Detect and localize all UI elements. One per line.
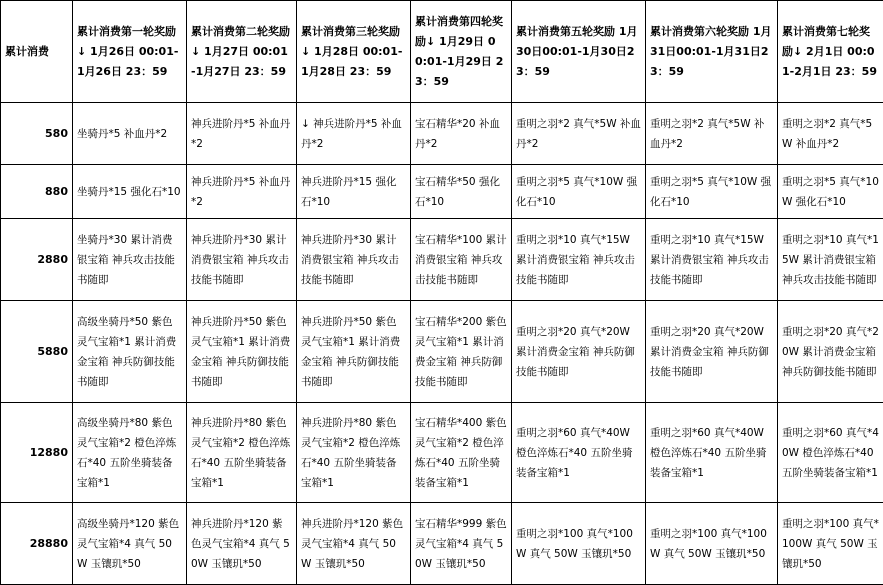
reward-cell: 重明之羽*20 真气*20W 累计消费金宝箱 神兵防御技能书随即	[778, 301, 883, 403]
round-5-header: 累计消费第五轮奖励 1月30日00:01-1月30日23：59	[512, 1, 646, 103]
table-row	[1, 219, 883, 301]
table-row	[1, 503, 883, 585]
reward-cell: 宝石精华*200 紫色灵气宝箱*1 累计消费金宝箱 神兵防御技能书随即	[411, 301, 512, 403]
reward-cell: 神兵进阶丹*30 累计消费银宝箱 神兵攻击技能书随即	[187, 219, 297, 301]
table-row	[1, 103, 883, 165]
table-row	[1, 165, 883, 219]
reward-cell: 神兵进阶丹*80 紫色灵气宝箱*2 橙色淬炼石*40 五阶坐骑装备宝箱*1	[297, 403, 411, 503]
round-7-header: 累计消费第七轮奖励↓ 2月1日 00:01-2月1日 23：59	[778, 1, 883, 103]
reward-cell: 重明之羽*2 真气*5W 补血丹*2	[512, 103, 646, 165]
header-row	[1, 1, 883, 103]
reward-cell: 重明之羽*10 真气*15W 累计消费银宝箱 神兵攻击技能书随即	[646, 219, 778, 301]
amount-cell: 2880	[1, 219, 73, 301]
reward-cell: 宝石精华*999 紫色灵气宝箱*4 真气 50W 玉镶玑*50	[411, 503, 512, 585]
reward-cell: 重明之羽*100 真气*100W 真气 50W 玉镶玑*50	[512, 503, 646, 585]
amount-cell: 5880	[1, 301, 73, 403]
round-3-header: 累计消费第三轮奖励↓ 1月28日 00:01-1月28日 23：59	[297, 1, 411, 103]
amount-cell: 580	[1, 103, 73, 165]
reward-cell: 重明之羽*60 真气*40W 橙色淬炼石*40 五阶坐骑装备宝箱*1	[512, 403, 646, 503]
reward-cell: 重明之羽*10 真气*15W 累计消费银宝箱 神兵攻击技能书随即	[778, 219, 883, 301]
reward-cell: 宝石精华*400 紫色灵气宝箱*2 橙色淬炼石*40 五阶坐骑装备宝箱*1	[411, 403, 512, 503]
corner-header: 累计消费	[1, 1, 73, 103]
round-6-header: 累计消费第六轮奖励 1月31日00:01-1月31日23：59	[646, 1, 778, 103]
round-4-header: 累计消费第四轮奖励↓ 1月29日 00:01-1月29日 23：59	[411, 1, 512, 103]
reward-cell: 重明之羽*20 真气*20W 累计消费金宝箱 神兵防御技能书随即	[512, 301, 646, 403]
amount-cell: 28880	[1, 503, 73, 585]
reward-cell: 坐骑丹*5 补血丹*2	[73, 103, 187, 165]
table-row	[1, 301, 883, 403]
round-2-header: 累计消费第二轮奖励↓ 1月27日 00:01-1月27日 23：59	[187, 1, 297, 103]
reward-cell: 重明之羽*2 真气*5W 补血丹*2	[646, 103, 778, 165]
reward-cell: 宝石精华*20 补血丹*2	[411, 103, 512, 165]
reward-cell: 重明之羽*5 真气*10W 强化石*10	[646, 165, 778, 219]
reward-cell: 重明之羽*20 真气*20W 累计消费金宝箱 神兵防御技能书随即	[646, 301, 778, 403]
reward-cell: 重明之羽*2 真气*5W 补血丹*2	[778, 103, 883, 165]
amount-cell: 880	[1, 165, 73, 219]
reward-cell: 重明之羽*10 真气*15W 累计消费银宝箱 神兵攻击技能书随即	[512, 219, 646, 301]
reward-cell: 高级坐骑丹*50 紫色灵气宝箱*1 累计消费金宝箱 神兵防御技能书随即	[73, 301, 187, 403]
reward-cell: 高级坐骑丹*80 紫色灵气宝箱*2 橙色淬炼石*40 五阶坐骑装备宝箱*1	[73, 403, 187, 503]
reward-cell: 神兵进阶丹*80 紫色灵气宝箱*2 橙色淬炼石*40 五阶坐骑装备宝箱*1	[187, 403, 297, 503]
round-1-header: 累计消费第一轮奖励↓ 1月26日 00:01-1月26日 23：59	[73, 1, 187, 103]
reward-cell: 神兵进阶丹*15 强化石*10	[297, 165, 411, 219]
reward-cell: 重明之羽*60 真气*40W 橙色淬炼石*40 五阶坐骑装备宝箱*1	[646, 403, 778, 503]
reward-cell: 坐骑丹*30 累计消费银宝箱 神兵攻击技能书随即	[73, 219, 187, 301]
reward-cell: 神兵进阶丹*5 补血丹*2	[187, 165, 297, 219]
reward-cell: 神兵进阶丹*5 补血丹*2	[187, 103, 297, 165]
reward-cell: 重明之羽*100 真气*100W 真气 50W 玉镶玑*50	[646, 503, 778, 585]
reward-cell: 重明之羽*5 真气*10W 强化石*10	[778, 165, 883, 219]
reward-cell: 神兵进阶丹*120 紫色灵气宝箱*4 真气 50W 玉镶玑*50	[297, 503, 411, 585]
reward-cell: 重明之羽*5 真气*10W 强化石*10	[512, 165, 646, 219]
table-row	[1, 403, 883, 503]
reward-cell: 重明之羽*100 真气*100W 真气 50W 玉镶玑*50	[778, 503, 883, 585]
reward-cell: 宝石精华*100 累计消费银宝箱 神兵攻击技能书随即	[411, 219, 512, 301]
reward-cell: 宝石精华*50 强化石*10	[411, 165, 512, 219]
amount-cell: 12880	[1, 403, 73, 503]
reward-cell: 高级坐骑丹*120 紫色灵气宝箱*4 真气 50W 玉镶玑*50	[73, 503, 187, 585]
reward-cell: 神兵进阶丹*120 紫色灵气宝箱*4 真气 50W 玉镶玑*50	[187, 503, 297, 585]
reward-cell: 坐骑丹*15 强化石*10	[73, 165, 187, 219]
reward-cell: ↓ 神兵进阶丹*5 补血丹*2	[297, 103, 411, 165]
reward-cell: 神兵进阶丹*30 累计消费银宝箱 神兵攻击技能书随即	[297, 219, 411, 301]
reward-cell: 神兵进阶丹*50 紫色灵气宝箱*1 累计消费金宝箱 神兵防御技能书随即	[187, 301, 297, 403]
reward-cell: 神兵进阶丹*50 紫色灵气宝箱*1 累计消费金宝箱 神兵防御技能书随即	[297, 301, 411, 403]
reward-cell: 重明之羽*60 真气*40W 橙色淬炼石*40 五阶坐骑装备宝箱*1	[778, 403, 883, 503]
